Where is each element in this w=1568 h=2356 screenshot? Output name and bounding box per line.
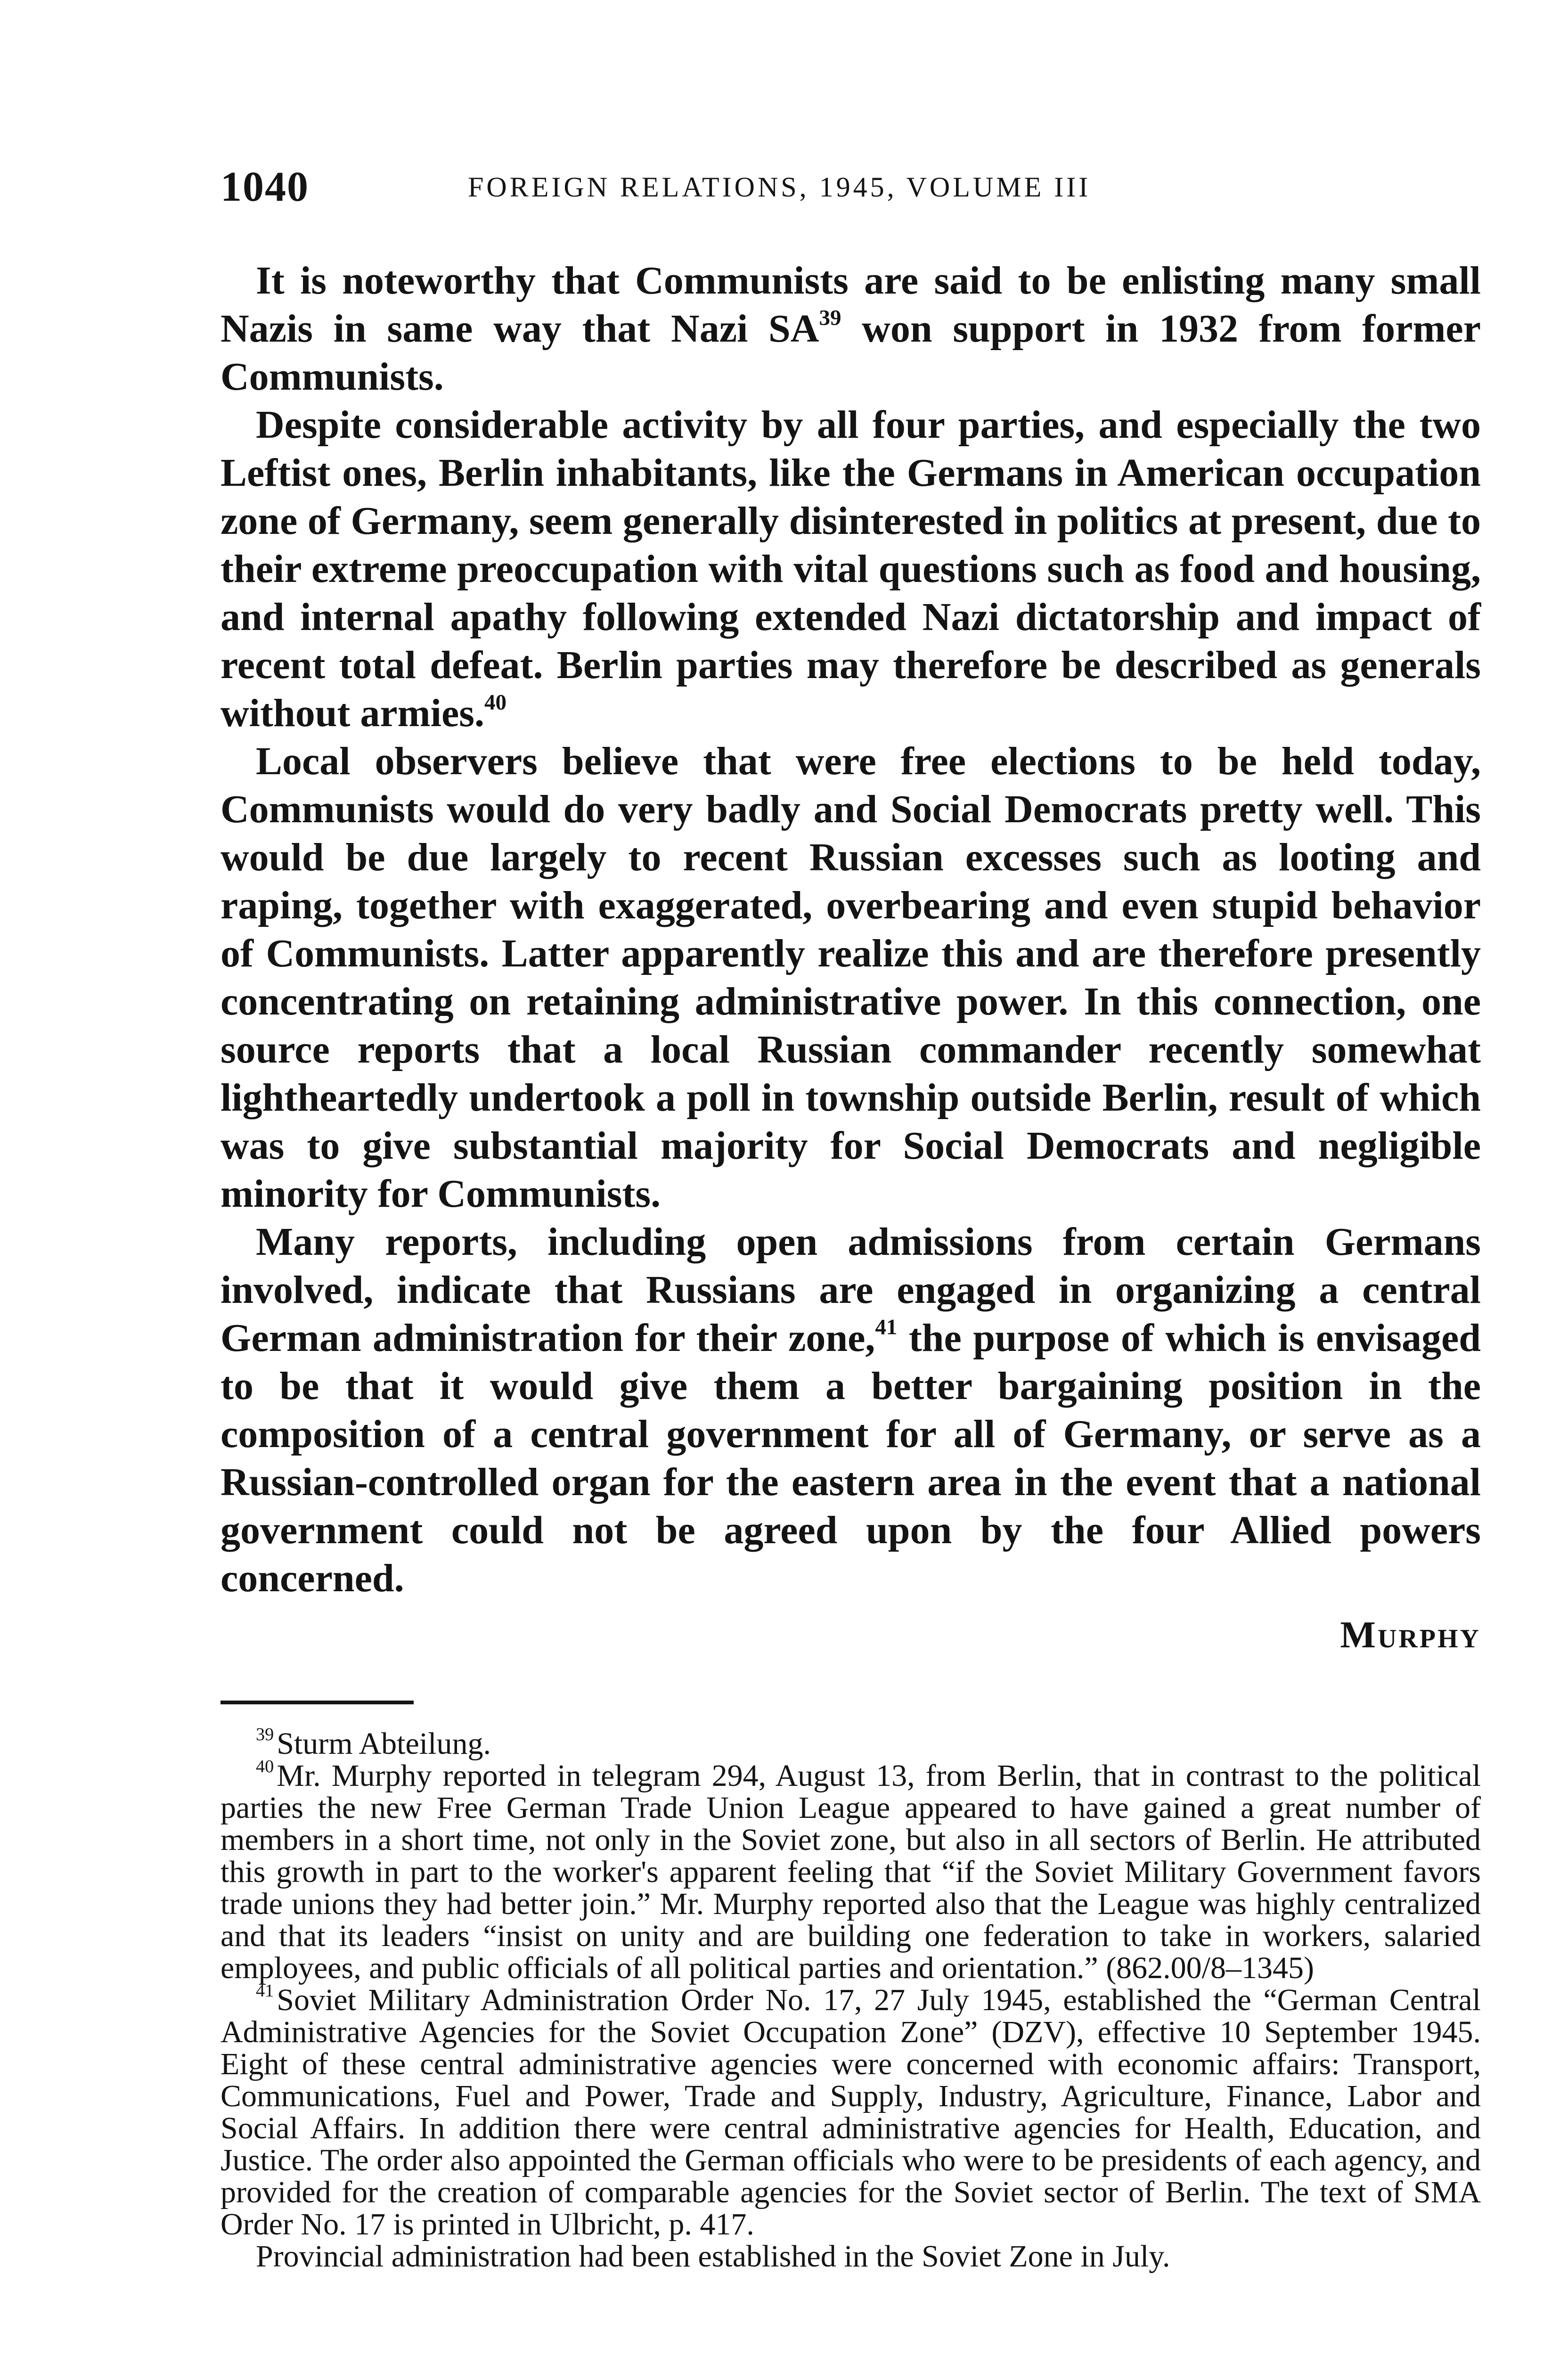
paragraph-1-text-a: It is noteworthy that Communists are said to be enlisting many small Nazis in same way that Nazi SA <box>220 259 1481 351</box>
paragraph-1-text-b: won support in 1932 from former Communists. <box>220 307 1481 399</box>
footnote-ref-40: 40 <box>484 690 506 715</box>
telegram-body <box>220 257 1481 2273</box>
footnote-39-mark: 39 <box>256 1725 274 1745</box>
footnote-41-mark: 41 <box>256 1981 274 2001</box>
footnote-40-mark: 40 <box>256 1757 274 1777</box>
footnote-ref-39: 39 <box>819 305 841 330</box>
signature: Murphy <box>1340 1614 1481 1656</box>
paragraph-1 <box>220 257 1481 401</box>
running-title: FOREIGN RELATIONS, 1945, VOLUME III <box>468 172 1091 203</box>
paragraph-2 <box>220 401 1481 737</box>
paragraph-4-text-a: Many reports, including open admissions from certain Germans involved, indicate that Russians are engaged in organizing a central German administration for their zone, <box>220 1220 1481 1360</box>
paragraph-4-text-b: the purpose of which is envisaged to be that it would give them a better bargaining position in the composition of a central government for all of Germany, or serve as a Russian-controlled organ for the eastern area in the event that a national government could not be agreed upon by the four Allied powers concerned. <box>220 1316 1481 1600</box>
document-page <box>220 0 1481 2356</box>
footnote-40-text: Mr. Murphy reported in telegram 294, August 13, from Berlin, that in contrast to the political parties the new Free German Trade Union League appeared to have gained a great number of members in a short time, not only in the Soviet zone, but also in all sectors of Berlin. He attributed this growth in part to the worker's apparent feeling that “if the Soviet Military Government favors trade unions they had better join.” Mr. Murphy reported also that the League was highly centralized and that its leaders “insist on unity and are building one federation to take in workers, salaried employees, and public officials of all political parties and orientation.” (862.00/8–1345) <box>220 1759 1481 1985</box>
footnote-41-text: Soviet Military Administration Order No. 17, 27 July 1945, established the “German Central Administrative Agencies for the Soviet Occupation Zone” (DZV), effective 10 September 1945. Eight of these central administrative agencies were concerned with economic affairs: Transport, Communications, Fuel and Power, Trade and Supply, Industry, Agriculture, Finance, Labor and Social Affairs. In addition there were central administrative agencies for Health, Education, and Justice. The order also appointed the German officials who were to be presidents of each agency, and provided for the creation of comparable agencies for the Soviet sector of Berlin. The text of SMA Order No. 17 is printed in Ulbricht, p. 417. <box>220 1983 1481 2241</box>
paragraph-2-text: Despite considerable activity by all four parties, and especially the two Leftist ones, Berlin inhabitants, like the Germans in American occupation zone of Germany, seem generally disinterested in politics at present, due to their extreme preoccupation with vital questions such as food and housing, and internal apathy following extended Nazi dictatorship and impact of recent total defeat. Berlin parties may therefore be described as generals without armies. <box>220 403 1481 735</box>
footnote-41-continuation: Provincial administration had been established in the Soviet Zone in July. <box>256 2239 1170 2274</box>
footnote-39 <box>220 1725 1481 1761</box>
running-head <box>220 163 1481 214</box>
footnote-41 <box>220 1981 1481 2241</box>
footnotes <box>220 1725 1481 2274</box>
page-number: 1040 <box>220 164 309 210</box>
footnote-40 <box>220 1757 1481 1985</box>
paragraph-4 <box>220 1218 1481 1603</box>
footnote-ref-41: 41 <box>875 1315 898 1340</box>
footnote-divider <box>220 1701 414 1704</box>
paragraph-3: Local observers believe that were free elections to be held today, Communists would do very badly and Social Democrats pretty well. This would be due largely to recent Russian excesses such as looting and raping, together with exaggerated, overbearing and even stupid behavior of Communists. Latter apparently realize this and are therefore presently concentrating on retaining administrative power. In this connection, one source reports that a local Russian commander recently somewhat lightheartedly undertook a poll in township outside Berlin, result of which was to give substantial majority for Social Democrats and negligible minority for Communists. <box>220 739 1481 1216</box>
footnote-39-text: Sturm Abteilung. <box>277 1726 491 1761</box>
